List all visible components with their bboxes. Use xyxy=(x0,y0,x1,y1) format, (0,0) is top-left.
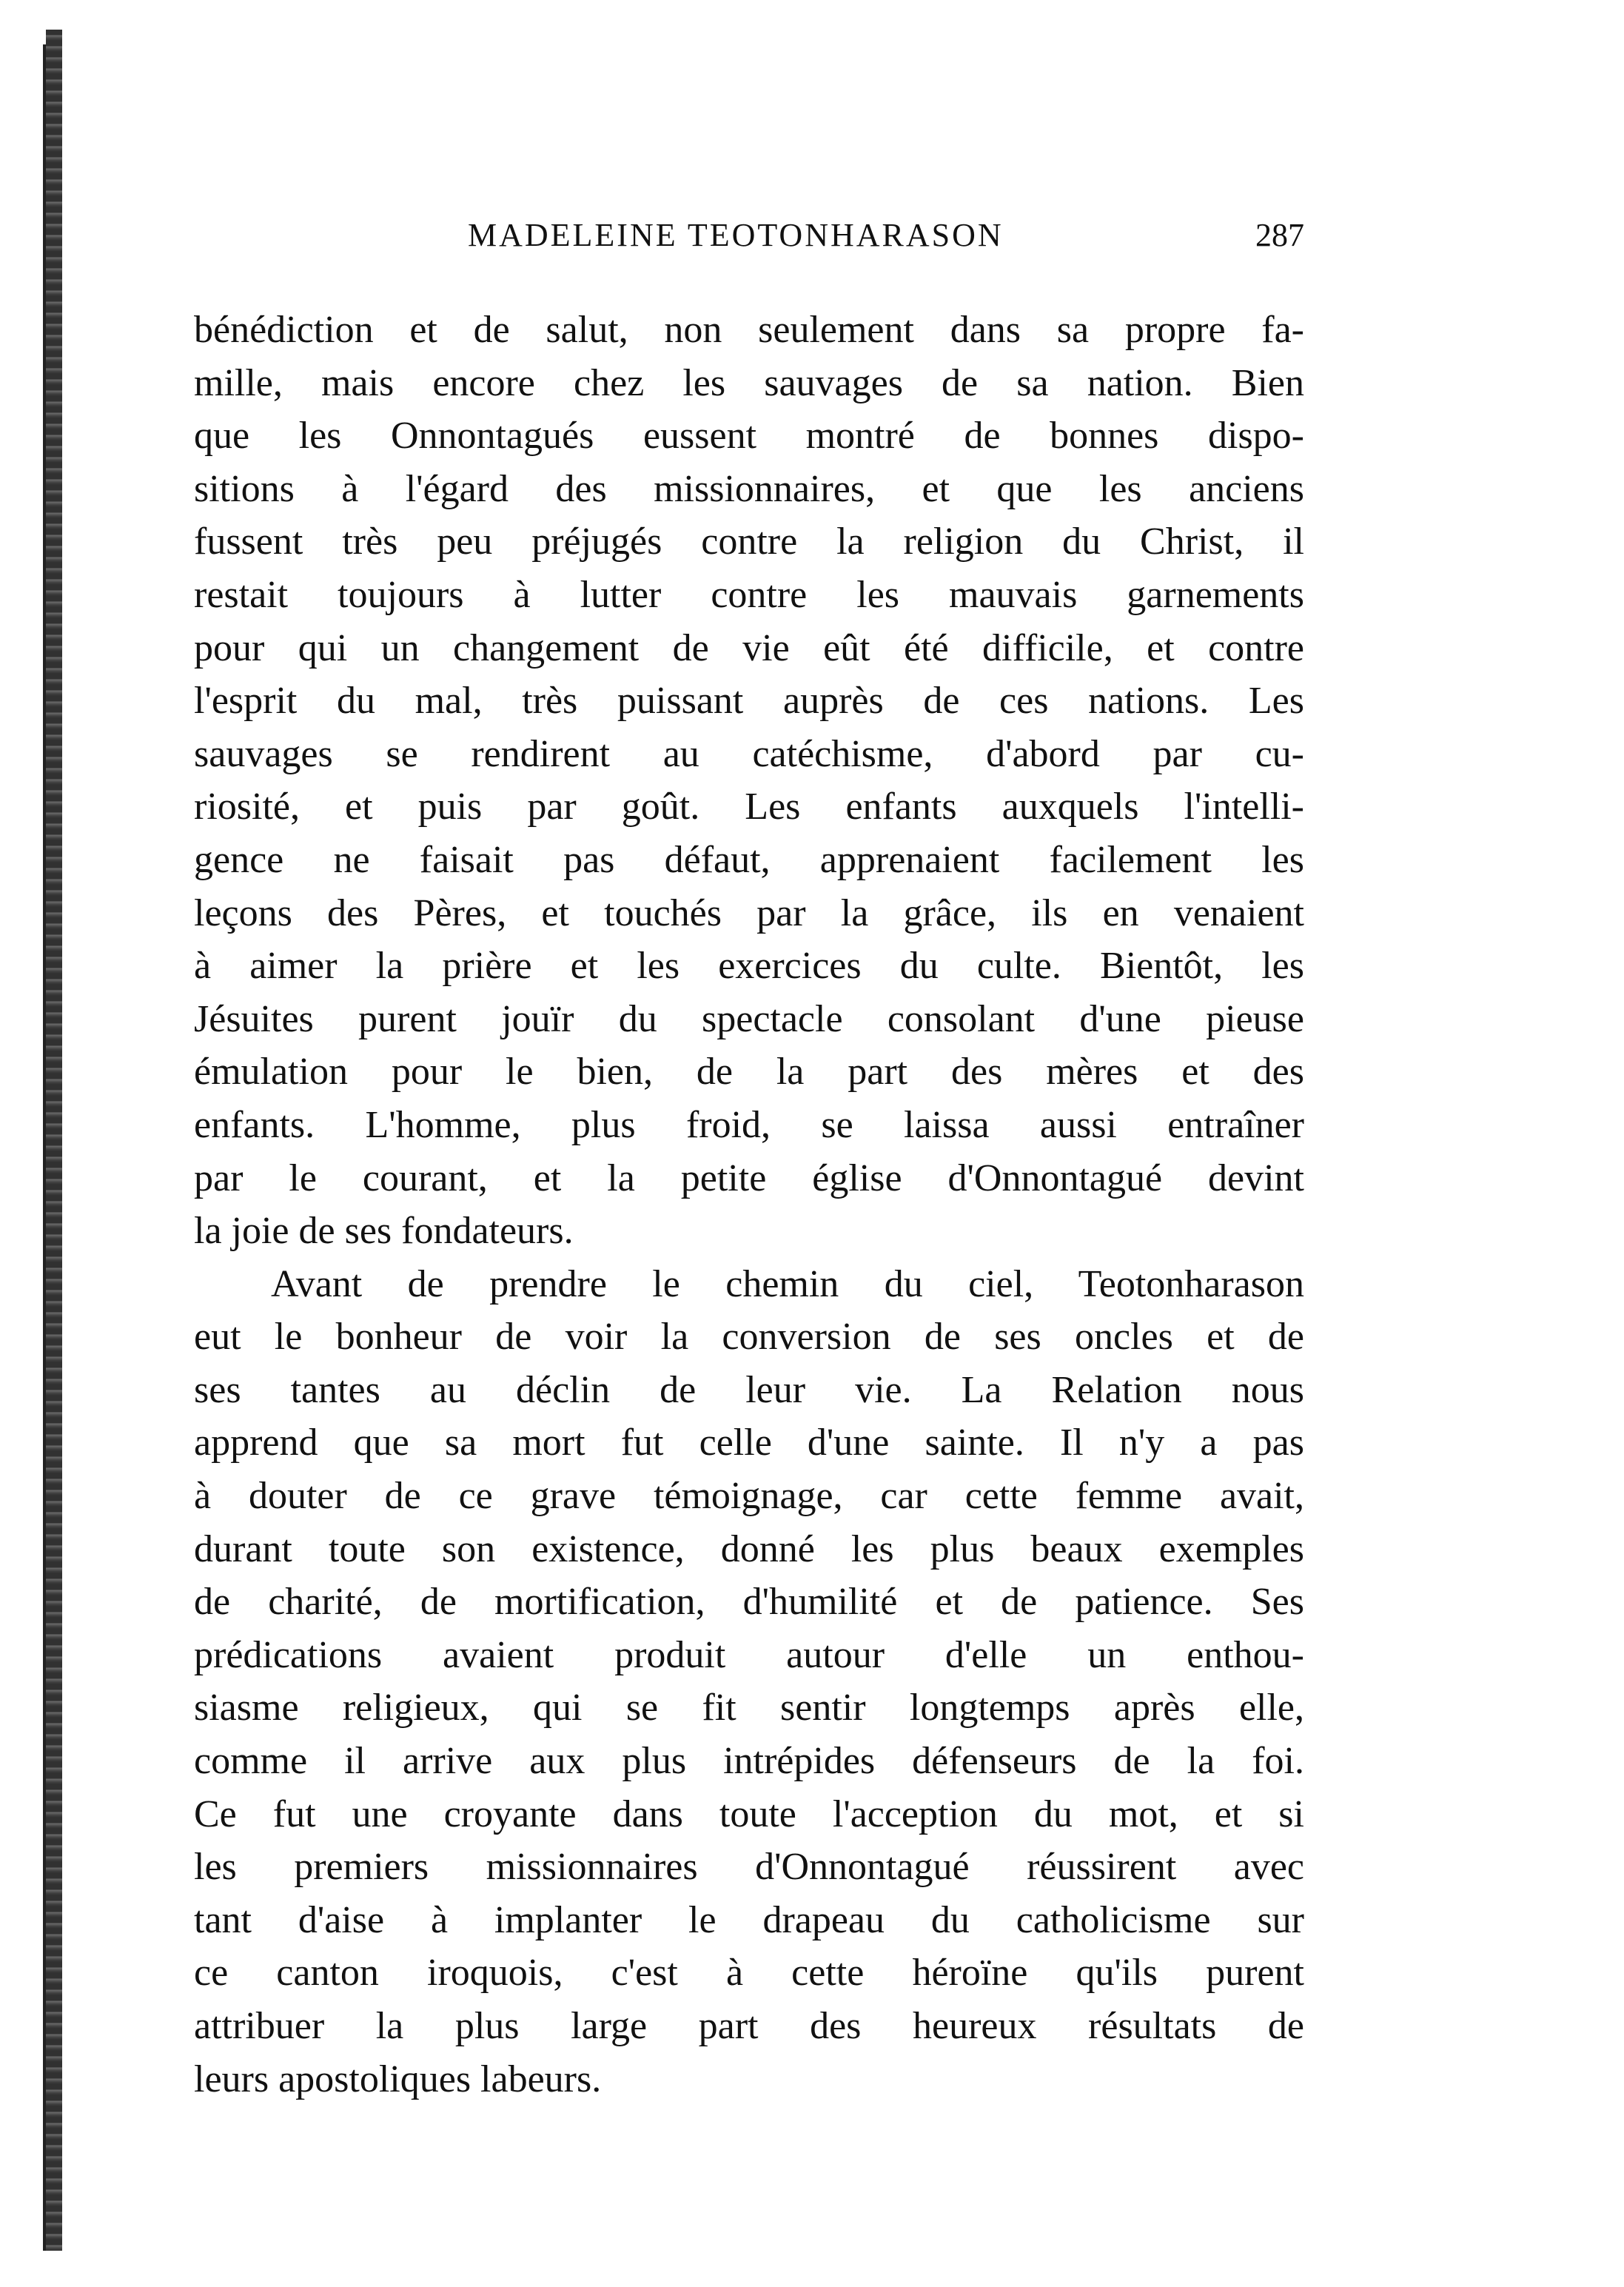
text-line: la joie de ses fondateurs. xyxy=(194,1210,574,1253)
text-line: leurs apostoliques labeurs. xyxy=(194,2057,602,2100)
text-line: par le courant, et la petite église d'Onnontagué devint xyxy=(194,1156,1304,1199)
text-line: tant d'aise à implanter le drapeau du catholicisme sur xyxy=(194,1898,1304,1941)
text-line: l'esprit du mal, très puissant auprès de ces nations. Les xyxy=(194,680,1304,723)
text-line: eut le bonheur de voir la conversion de ses oncles et de xyxy=(194,1316,1304,1359)
body-text xyxy=(194,304,1304,2106)
text-line: comme il arrive aux plus intrépides défenseurs de la foi. xyxy=(194,1740,1304,1783)
text-line: à aimer la prière et les exercices du culte. Bientôt, les xyxy=(194,945,1304,988)
running-head: MADELEINE TEOTONHARASON xyxy=(468,217,1004,253)
text-line: durant toute son existence, donné les plus beaux exemples xyxy=(194,1527,1304,1570)
text-line: leçons des Pères, et touchés par la grâce, ils en venaient xyxy=(194,891,1304,934)
text-line: émulation pour le bien, de la part des mères et des xyxy=(194,1051,1304,1094)
text-line: Jésuites purent jouïr du spectacle consolant d'une pieuse xyxy=(194,997,1304,1040)
text-line: siasme religieux, qui se fit sentir longtemps après elle, xyxy=(194,1687,1304,1730)
text-line: les premiers missionnaires d'Onnontagué réussirent avec xyxy=(194,1846,1304,1889)
text-line: ses tantes au déclin de leur vie. La Relation nous xyxy=(194,1368,1304,1411)
text-line: fussent très peu préjugés contre la religion du Christ, il xyxy=(194,520,1304,563)
paragraph-2 xyxy=(194,1258,1304,2106)
page-binding-edge xyxy=(46,30,62,2251)
text-line: attribuer la plus large part des heureux résultats de xyxy=(194,2005,1304,2047)
text-line: prédications avaient produit autour d'elle un enthou- xyxy=(194,1633,1304,1676)
paragraph-1 xyxy=(194,304,1304,1258)
text-line: de charité, de mortification, d'humilité et de patience. Ses xyxy=(194,1581,1304,1624)
page-number: 287 xyxy=(1255,217,1304,253)
text-line: à douter de ce grave témoignage, car cette femme avait, xyxy=(194,1475,1304,1518)
text-line: Ce fut une croyante dans toute l'acception du mot, et si xyxy=(194,1792,1304,1835)
text-line: que les Onnontagués eussent montré de bonnes dispo- xyxy=(194,415,1304,458)
text-line: gence ne faisait pas défaut, apprenaient facilement les xyxy=(194,838,1304,881)
text-line: enfants. L'homme, plus froid, se laissa aussi entraîner xyxy=(194,1103,1304,1146)
text-line: riosité, et puis par goût. Les enfants auxquels l'intelli- xyxy=(194,786,1304,828)
text-line: pour qui un changement de vie eût été difficile, et contre xyxy=(194,626,1304,669)
page-header xyxy=(194,216,1304,261)
text-line: bénédiction et de salut, non seulement dans sa propre fa- xyxy=(194,309,1304,351)
text-line: sitions à l'égard des missionnaires, et que les anciens xyxy=(194,467,1304,510)
text-line: ce canton iroquois, c'est à cette héroïne qu'ils purent xyxy=(194,1952,1304,1995)
text-line: restait toujours à lutter contre les mauvais garnements xyxy=(194,573,1304,616)
text-line: sauvages se rendirent au catéchisme, d'abord par cu- xyxy=(194,732,1304,775)
text-line: Avant de prendre le chemin du ciel, Teotonharason xyxy=(271,1262,1304,1305)
text-line: apprend que sa mort fut celle d'une sainte. Il n'y a pas xyxy=(194,1422,1304,1464)
text-line: mille, mais encore chez les sauvages de sa nation. Bien xyxy=(194,361,1304,404)
